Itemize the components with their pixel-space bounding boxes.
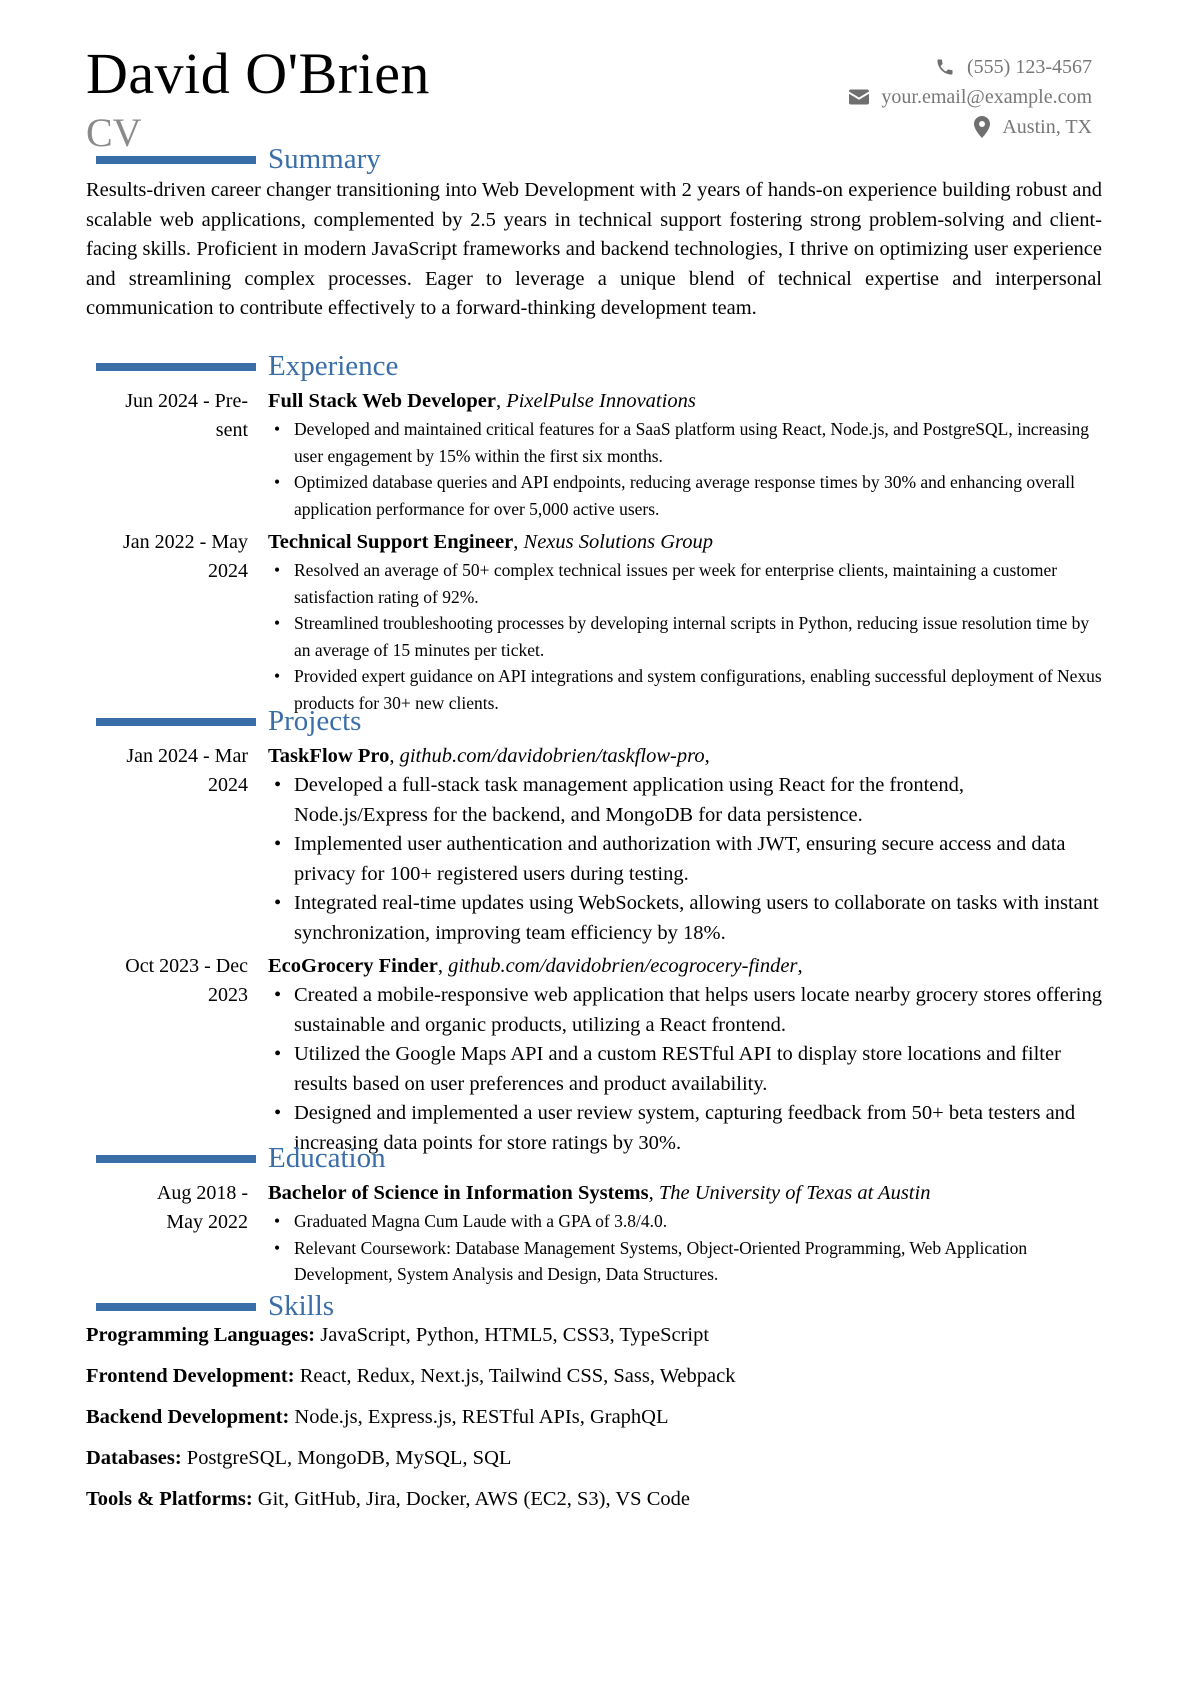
list-item: • Resolved an average of 50+ complex technical issues per week for enterprise clients, maintaining a customer satisfaction rating of 92%. <box>294 557 1102 610</box>
section-header <box>86 1141 1102 1175</box>
entry-date <box>86 387 268 522</box>
project-entry <box>86 742 1102 948</box>
email-address[interactable]: your.email@example.com <box>881 86 1092 108</box>
list-item: • Relevant Coursework: Database Management Systems, Object-Oriented Programming, Web Application Development, System Analysis and Design, Data Structures. <box>294 1235 1102 1288</box>
experience-entry <box>86 528 1102 716</box>
education-section <box>86 1141 1102 1288</box>
skills-row <box>86 1356 1102 1397</box>
date-line: Jan 2022 - May <box>123 531 248 553</box>
projects-section <box>86 704 1102 1158</box>
degree: Bachelor of Science in Information Systems <box>268 1182 649 1204</box>
job-title: Full Stack Web Developer <box>268 390 496 412</box>
document-subtitle: CV <box>86 110 142 155</box>
skills-label: Backend Development: <box>86 1406 290 1428</box>
skills-label: Programming Languages: <box>86 1324 316 1346</box>
phone-icon <box>935 57 955 77</box>
project-name: TaskFlow Pro <box>268 745 390 767</box>
entry-body <box>268 952 1102 1158</box>
bullet-list <box>268 1208 1102 1288</box>
contact-block <box>849 52 1092 142</box>
skills-value: JavaScript, Python, HTML5, CSS3, TypeScript <box>320 1324 710 1346</box>
bullet-list <box>268 981 1102 1158</box>
section-title: Experience <box>268 350 399 382</box>
entry-body <box>268 387 1102 522</box>
project-link[interactable]: github.com/davidobrien/taskflow-pro <box>399 745 705 767</box>
bullet-list <box>268 771 1102 948</box>
list-item: • Streamlined troubleshooting processes by developing internal scripts in Python, reducing issue resolution time by an average of 15 minutes per ticket. <box>294 610 1102 663</box>
contact-location <box>849 112 1092 142</box>
employer: Nexus Solutions Group <box>523 531 713 553</box>
section-accent-bar <box>96 363 256 371</box>
entry-heading: Technical Support Engineer, Nexus Solutions Group <box>268 531 713 553</box>
date-line: 2023 <box>208 984 248 1006</box>
section-accent-bar <box>96 1155 256 1163</box>
list-item: • Utilized the Google Maps API and a custom RESTful API to display store locations and filter results based on user preferences and product availability. <box>294 1040 1102 1099</box>
summary-section <box>86 142 1102 324</box>
list-item: • Developed and maintained critical features for a SaaS platform using React, Node.js, and PostgreSQL, increasing user engagement by 15% within the first six months. <box>294 416 1102 469</box>
list-item: • Designed and implemented a user review system, capturing feedback from 50+ beta testers and increasing data points for store ratings by 30%. <box>294 1099 1102 1158</box>
section-title: Summary <box>268 143 381 175</box>
skills-row <box>86 1397 1102 1438</box>
section-accent-bar <box>96 156 256 164</box>
experience-section <box>86 349 1102 716</box>
envelope-icon <box>849 89 869 105</box>
section-title: Education <box>268 1142 386 1174</box>
entry-date <box>86 1179 268 1288</box>
skills-value: PostgreSQL, MongoDB, MySQL, SQL <box>186 1447 512 1469</box>
section-header <box>86 142 1102 176</box>
candidate-name: David O'Brien <box>86 41 430 106</box>
entry-heading: Full Stack Web Developer, PixelPulse Innovations <box>268 390 696 412</box>
skills-value: React, Redux, Next.js, Tailwind CSS, Sass, Webpack <box>299 1365 736 1387</box>
job-title: Technical Support Engineer <box>268 531 514 553</box>
section-header <box>86 704 1102 738</box>
bullet-list <box>268 416 1102 522</box>
entry-heading: EcoGrocery Finder, github.com/davidobrien/ecogrocery-finder, <box>268 955 803 977</box>
bullet-list <box>268 557 1102 716</box>
list-item: • Provided expert guidance on API integrations and system configurations, enabling successful deployment of Nexus products for 30+ new clients. <box>294 663 1102 716</box>
contact-email <box>849 82 1092 112</box>
education-entry <box>86 1179 1102 1288</box>
date-line: 2024 <box>208 560 248 582</box>
date-line: Jan 2024 - Mar <box>126 745 248 767</box>
skills-row <box>86 1479 1102 1520</box>
skills-label: Databases: <box>86 1447 182 1469</box>
entry-date <box>86 952 268 1158</box>
location-text: Austin, TX <box>1002 116 1092 138</box>
skills-label: Tools & Platforms: <box>86 1488 253 1510</box>
skills-value: Node.js, Express.js, RESTful APIs, GraphQL <box>294 1406 669 1428</box>
employer: PixelPulse Innovations <box>506 390 696 412</box>
entry-body <box>268 742 1102 948</box>
skills-value: Git, GitHub, Jira, Docker, AWS (EC2, S3), VS Code <box>257 1488 690 1510</box>
skills-label: Frontend Development: <box>86 1365 295 1387</box>
phone-number[interactable]: (555) 123-4567 <box>967 56 1092 78</box>
summary-text: Results-driven career changer transitioning into Web Development with 2 years of hands-on experience building robust and scalable web applications, complemented by 2.5 years in technical support fostering strong problem-solving and client-facing skills. Proficient in modern JavaScript frameworks and backend technologies, I thrive on optimizing user experience and streamlining complex processes. Eager to leverage a unique blend of technical expertise and interpersonal communication to contribute effectively to a forward-thinking development team. <box>86 179 1102 319</box>
skills-section <box>86 1289 1102 1520</box>
section-header <box>86 1289 1102 1323</box>
project-link[interactable]: github.com/davidobrien/ecogrocery-finder <box>448 955 798 977</box>
project-name: EcoGrocery Finder <box>268 955 438 977</box>
skills-row <box>86 1438 1102 1479</box>
contact-phone <box>849 52 1092 82</box>
entry-date <box>86 742 268 948</box>
list-item: • Created a mobile-responsive web application that helps users locate nearby grocery stores offering sustainable and organic products, utilizing a React frontend. <box>294 981 1102 1040</box>
section-title: Projects <box>268 705 362 737</box>
section-accent-bar <box>96 1303 256 1311</box>
section-header <box>86 349 1102 383</box>
list-item: • Implemented user authentication and authorization with JWT, ensuring secure access and data privacy for 100+ registered users during testing. <box>294 830 1102 889</box>
entry-body <box>268 528 1102 716</box>
date-line: sent <box>215 419 248 441</box>
project-entry <box>86 952 1102 1158</box>
map-marker-icon <box>974 116 990 138</box>
entry-body <box>268 1179 1102 1288</box>
date-line: May 2022 <box>166 1211 248 1233</box>
list-item: • Optimized database queries and API endpoints, reducing average response times by 30% and enhancing overall application performance for over 5,000 active users. <box>294 469 1102 522</box>
entry-heading: Bachelor of Science in Information Systems, The University of Texas at Austin <box>268 1182 931 1204</box>
date-line: Oct 2023 - Dec <box>125 955 248 977</box>
list-item: • Developed a full-stack task management application using React for the frontend, Node.js/Express for the backend, and MongoDB for data persistence. <box>294 771 1102 830</box>
entry-heading: TaskFlow Pro, github.com/davidobrien/taskflow-pro, <box>268 745 710 767</box>
section-title: Skills <box>268 1290 335 1322</box>
list-item: • Integrated real-time updates using WebSockets, allowing users to collaborate on tasks with instant synchronization, improving team efficiency by 18%. <box>294 889 1102 948</box>
date-line: Aug 2018 - <box>156 1182 248 1204</box>
section-accent-bar <box>96 718 256 726</box>
list-item: • Graduated Magna Cum Laude with a GPA of 3.8/4.0. <box>294 1208 1102 1235</box>
date-line: 2024 <box>208 774 248 796</box>
date-line: Jun 2024 - Pre- <box>125 390 248 412</box>
entry-date <box>86 528 268 716</box>
school: The University of Texas at Austin <box>658 1182 931 1204</box>
experience-entry <box>86 387 1102 522</box>
